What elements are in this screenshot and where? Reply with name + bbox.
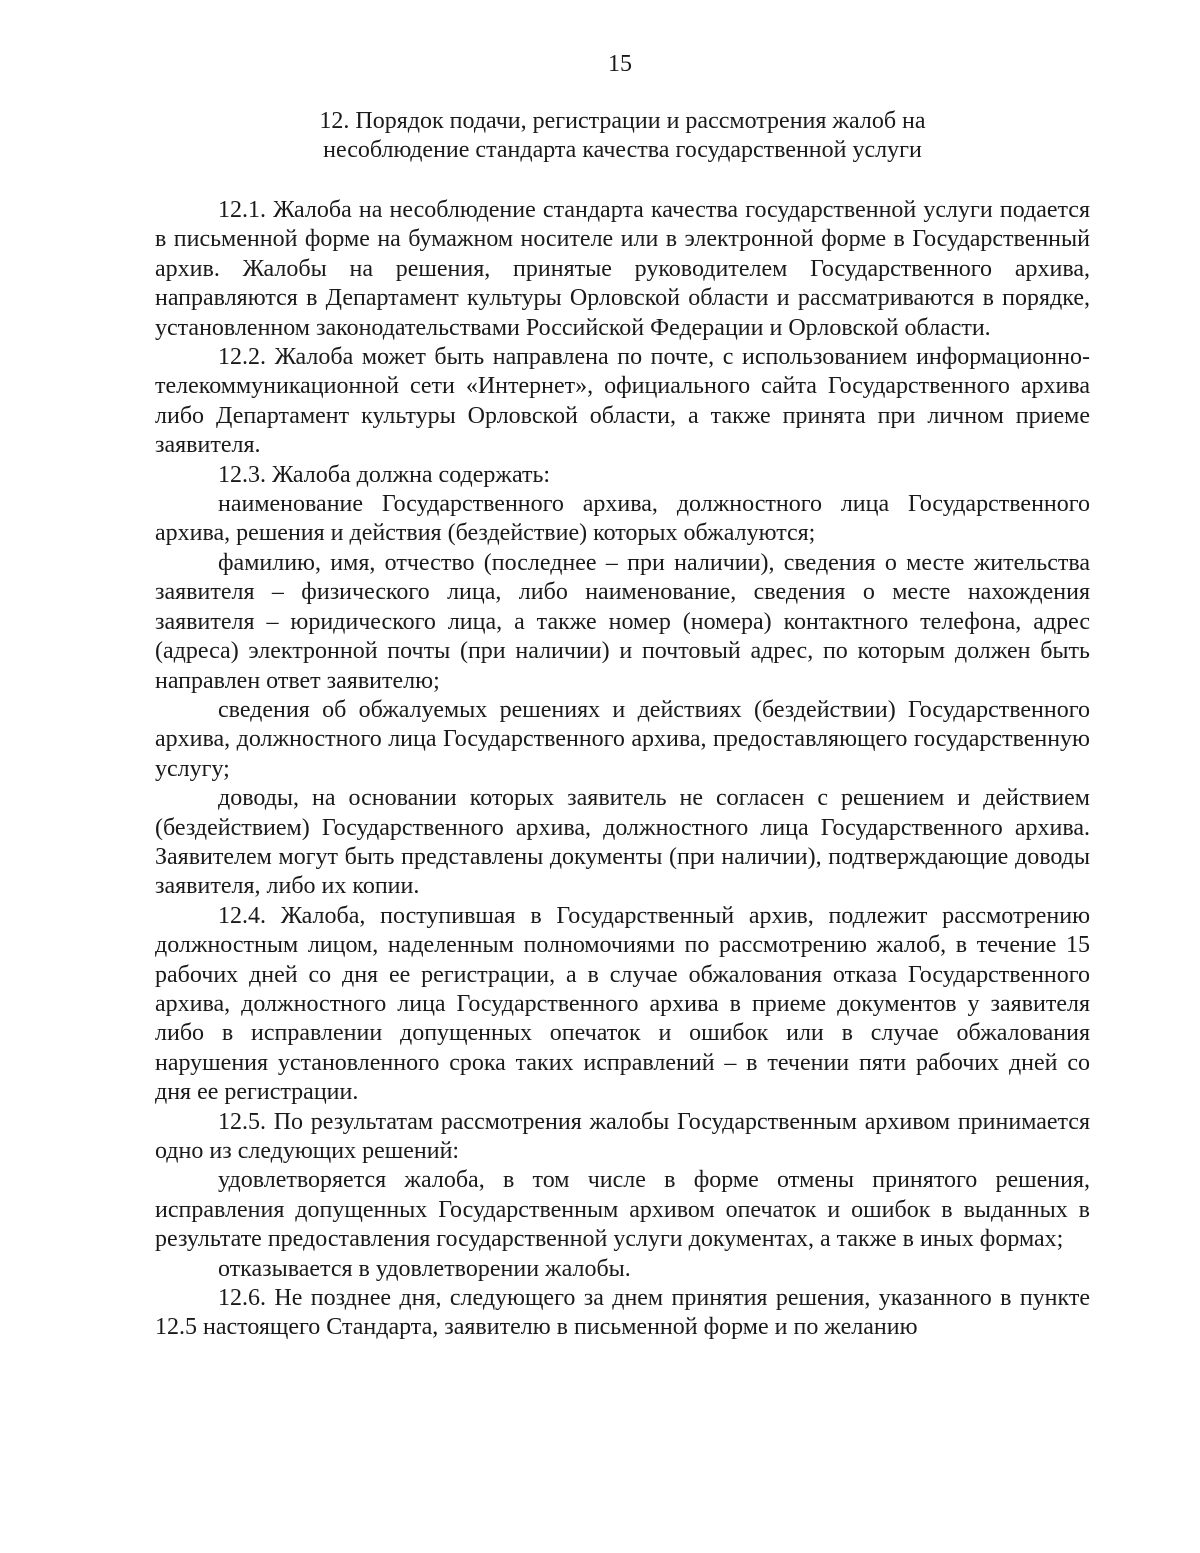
section-title-line-1: 12. Порядок подачи, регистрации и рассмотрения жалоб на bbox=[319, 108, 926, 134]
paragraph-12-1: 12.1. Жалоба на несоблюдение стандарта качества государственной услуги подается в письменной форме на бумажном носителе или в электронной форме в Государственный архив. Жалобы на решения, принятые руководителем Государственного архива, направляются в Департамент культуры Орловской области и рассматриваются в порядке, установленном законодательствами Российской Федерации и Орловской области. bbox=[155, 197, 1090, 341]
list-item-complaint-satisfied: удовлетворяется жалоба, в том числе в форме отмены принятого решения, исправления допущенных Государственным архивом опечаток и ошибок в выданных в результате предоставления государственной услуги документах, а также в иных формах; bbox=[155, 1167, 1090, 1253]
paragraph-12-4: 12.4. Жалоба, поступившая в Государственный архив, подлежит рассмотрению должностным лицом, наделенным полномочиями по рассмотрению жалоб, в течение 15 рабочих дней со дня ее регистрации, а в случае обжалования отказа Государственного архива, должностного лица Государственного архива в приеме документов у заявителя либо в исправлении допущенных опечаток и ошибок или в случае обжалования нарушения установленного срока таких исправлений – в течении пяти рабочих дней со дня ее регистрации. bbox=[155, 902, 1090, 1106]
list-item-appealed-decisions: сведения об обжалуемых решениях и действиях (бездействии) Государственного архива, должностного лица Государственного архива, предоставляющего государственную услугу; bbox=[155, 696, 1090, 782]
list-item-complaint-rejected: отказывается в удовлетворении жалобы. bbox=[218, 1255, 631, 1282]
paragraph-12-3: 12.3. Жалоба должна содержать: bbox=[218, 461, 551, 488]
body-text bbox=[155, 196, 1090, 1343]
section-title bbox=[155, 107, 1090, 165]
list-item-applicant-details: фамилию, имя, отчество (последнее – при наличии), сведения о месте жительства заявителя – физического лица, либо наименование, сведения о месте нахождения заявителя – юридического лица, а также номер (номера) контактного телефона, адрес (адреса) электронной почты (при наличии) и почтовый адрес, по которым должен быть направлен ответ заявителю; bbox=[155, 549, 1090, 694]
page-number: 15 bbox=[608, 51, 632, 77]
list-item-archive-name: наименование Государственного архива, должностного лица Государственного архива, решения и действия (бездействие) которых обжалуются; bbox=[155, 491, 1090, 547]
paragraph-12-2: 12.2. Жалоба может быть направлена по почте, с использованием информационно-телекоммуникационной сети «Интернет», официального сайта Государственного архива либо Департамент культуры Орловской области, а также принята при личном приеме заявителя. bbox=[155, 344, 1090, 459]
section-title-line-2: несоблюдение стандарта качества государственной услуги bbox=[323, 137, 922, 163]
list-item-arguments: доводы, на основании которых заявитель не согласен с решением и действием (бездействием) Государственного архива, должностного лица Государственного архива. Заявителем могут быть представлены документы (при наличии), подтверждающие доводы заявителя, либо их копии. bbox=[155, 785, 1090, 900]
paragraph-12-6: 12.6. Не позднее дня, следующего за днем принятия решения, указанного в пункте 12.5 настоящего Стандарта, заявителю в письменной форме и по желанию bbox=[155, 1285, 1090, 1341]
paragraph-12-5: 12.5. По результатам рассмотрения жалобы Государственным архивом принимается одно из следующих решений: bbox=[155, 1108, 1090, 1164]
